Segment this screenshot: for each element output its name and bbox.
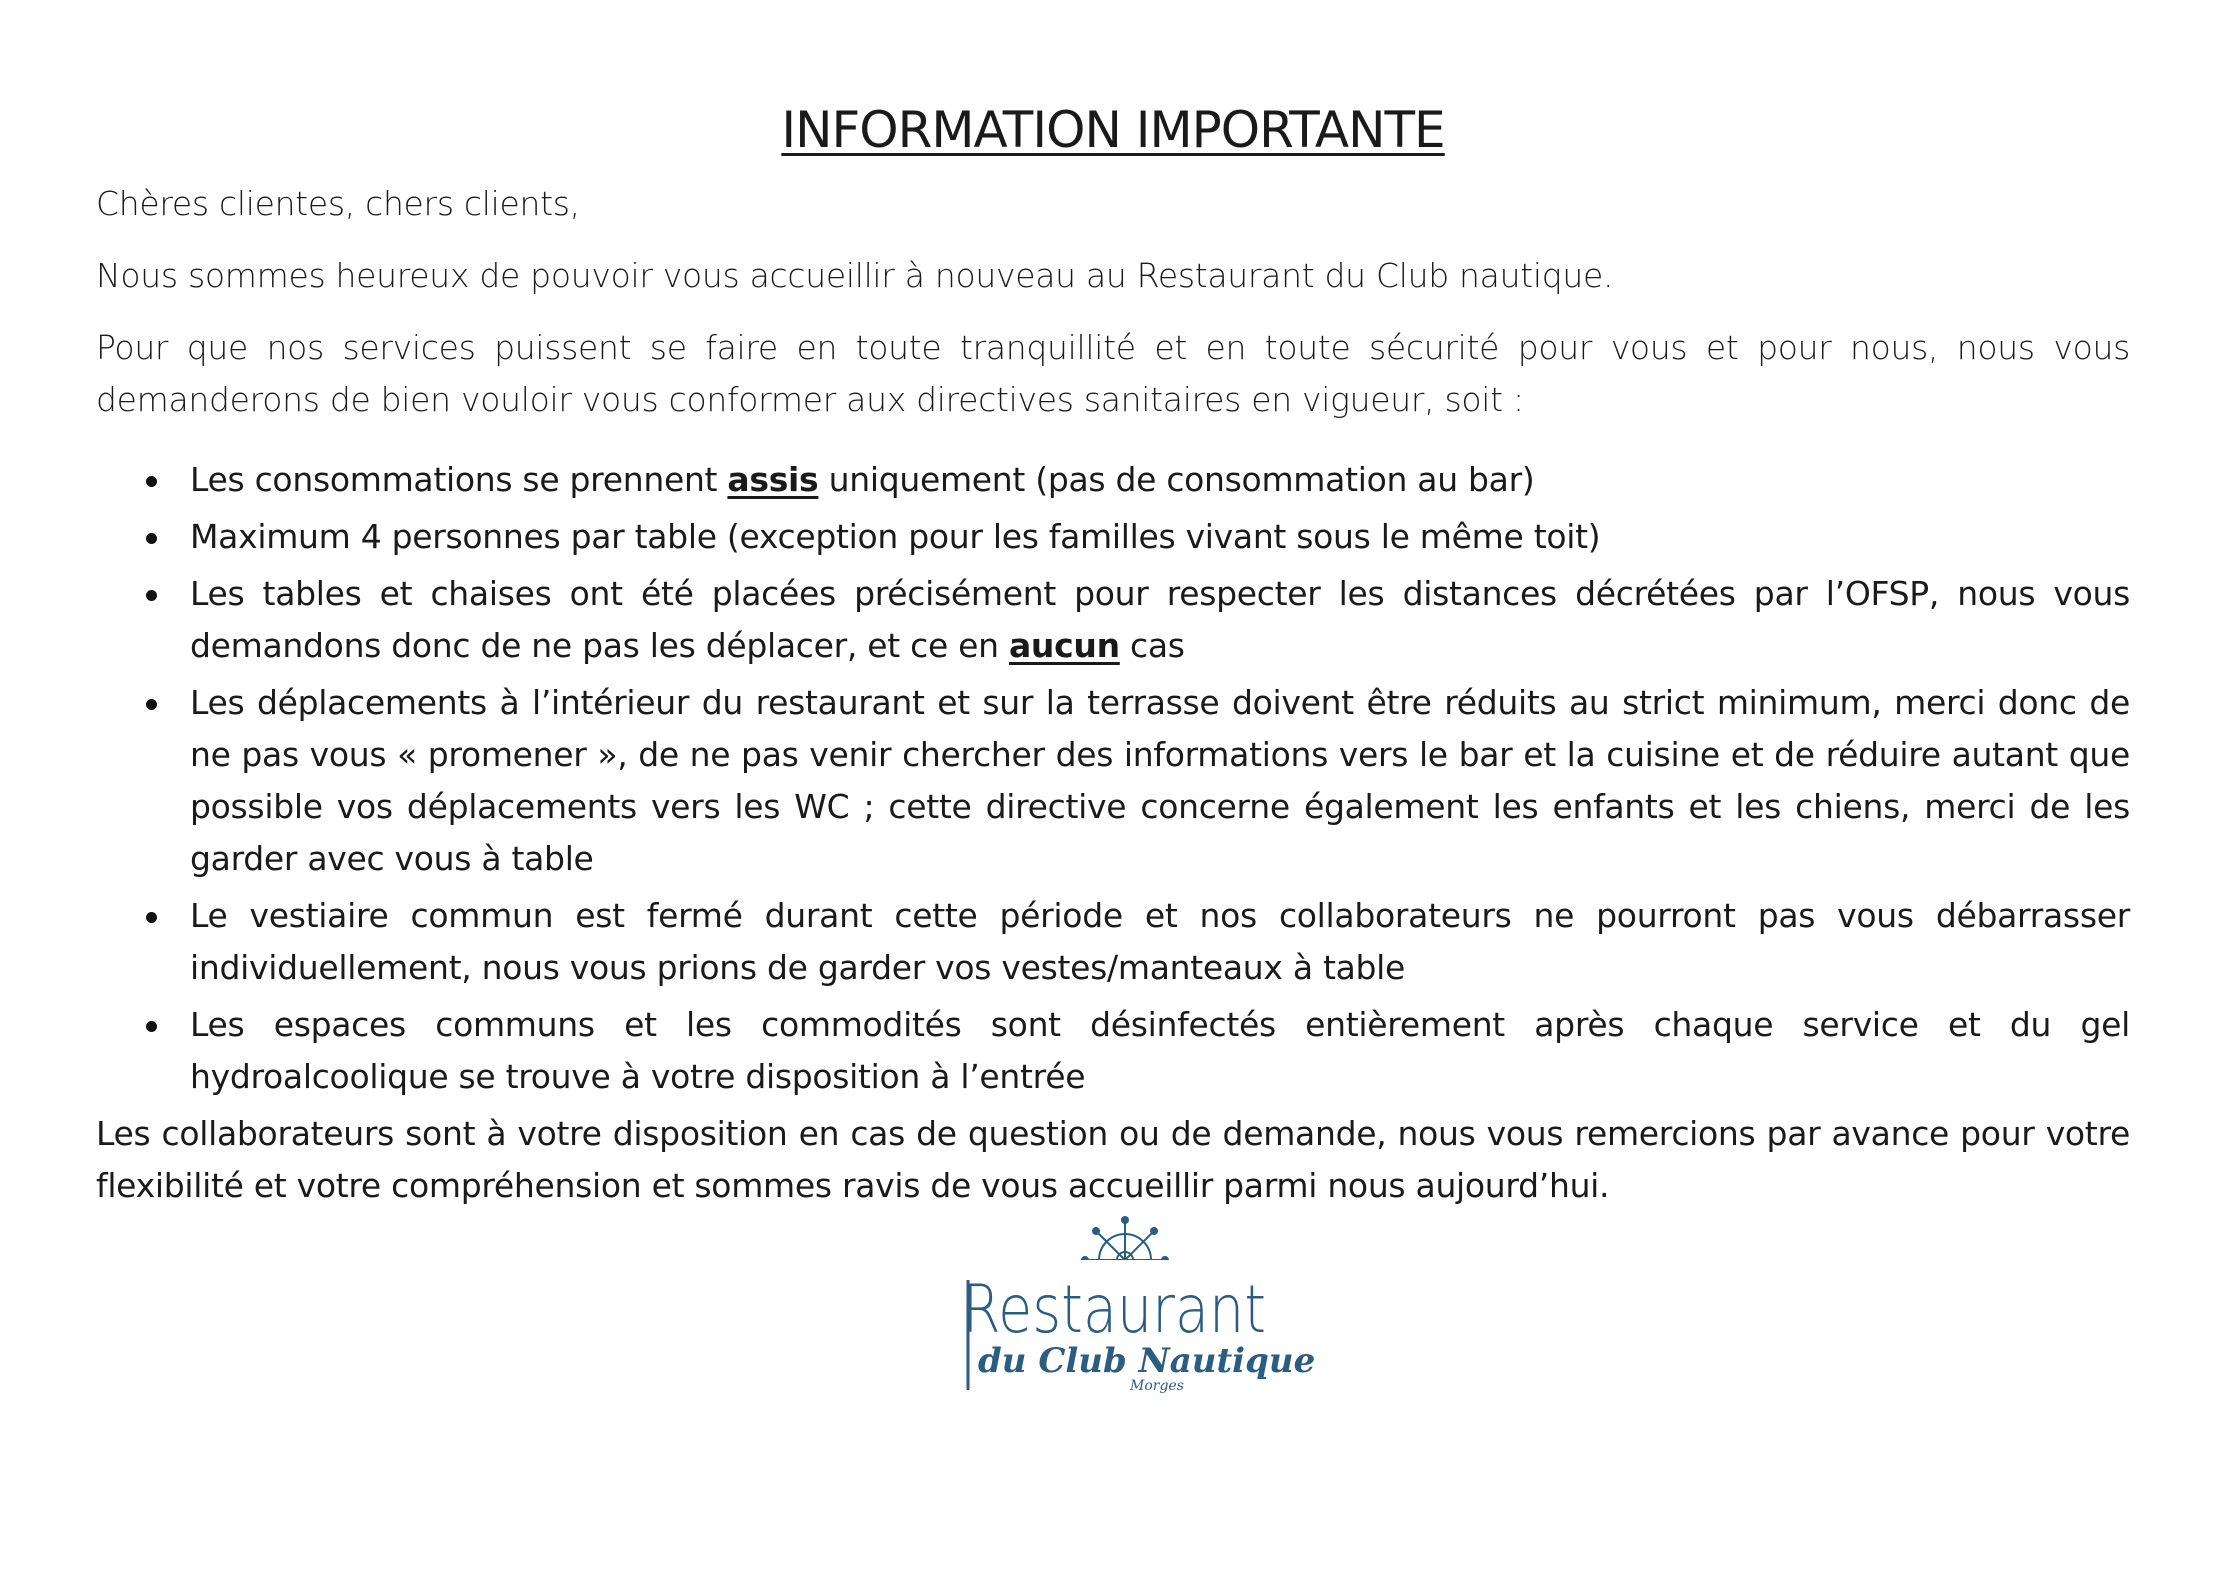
list-item	[96, 568, 2130, 672]
rule-text-tail: cas	[1119, 626, 1185, 665]
request-paragraph: Pour que nos services puissent se faire en toute tranquillité et en toute sécurité pour vous et pour nous, nous vous demanderons de bien vouloir vous conformer aux directives sanitaires en vigueur, soit :	[96, 328, 2130, 419]
greeting: Chères clientes, chers clients,	[96, 184, 580, 223]
bullet-icon	[146, 912, 157, 923]
restaurant-logo	[960, 1220, 1316, 1420]
rule-text: Le vestiaire commun est fermé durant cette période et nos collaborateurs ne pourront pas vous débarrasser individuellement, nous vous prions de garder vos vestes/manteaux à table	[190, 896, 2130, 987]
list-item	[96, 454, 2130, 506]
rule-text: Les tables et chaises ont été placées précisément pour respecter les distances décrétées par l’OFSP, nous vous demandons donc de ne pas les déplacer, et ce en	[190, 574, 2130, 665]
rule-text: Les espaces communs et les commodités sont désinfectés entièrement après chaque service et du gel hydroalcoolique se trouve à votre disposition à l’entrée	[190, 1005, 2130, 1096]
list-item	[96, 677, 2130, 885]
rule-text: Maximum 4 personnes par table (exception pour les familles vivant sous le même toit)	[190, 517, 1601, 556]
bullet-icon	[146, 476, 157, 487]
closing-paragraph: Les collaborateurs sont à votre disposition en cas de question ou de demande, nous vous remercions par avance pour votre flexibilité et votre compréhension et sommes ravis de vous accueillir parmi nous aujourd’hui.	[96, 1114, 2130, 1205]
logo-line1: Restaurant	[962, 1271, 1266, 1348]
list-item	[96, 511, 2130, 563]
rule-text: Les déplacements à l’intérieur du restaurant et sur la terrasse doivent être réduits au strict minimum, merci donc de ne pas vous « promener », de ne pas venir chercher des informations vers le bar et la cuisine et de réduire autant que possible vos déplacements vers les WC ; cette directive concerne également les enfants et les chiens, merci de les garder avec vous à table	[190, 683, 2130, 878]
notice-page	[96, 100, 2130, 1212]
bullet-icon	[146, 699, 157, 710]
rule-emphasis: aucun	[1008, 626, 1120, 665]
bullet-icon	[146, 1021, 157, 1032]
rule-text-tail: uniquement (pas de consommation au bar)	[818, 460, 1535, 499]
list-item	[96, 999, 2130, 1103]
rule-emphasis: assis	[727, 460, 819, 499]
logo-line3: Morges	[1130, 1378, 1184, 1394]
rules-list	[96, 454, 2130, 1103]
bullet-icon	[146, 533, 157, 544]
intro-paragraph: Nous sommes heureux de pouvoir vous accueillir à nouveau au Restaurant du Club nautique.	[96, 256, 1614, 295]
logo-line2: du Club Nautique	[978, 1341, 1316, 1381]
page-title: INFORMATION IMPORTANTE	[781, 101, 1445, 159]
rule-text: Les consommations se prennent	[190, 460, 728, 499]
list-item	[96, 890, 2130, 994]
bullet-icon	[146, 590, 157, 601]
